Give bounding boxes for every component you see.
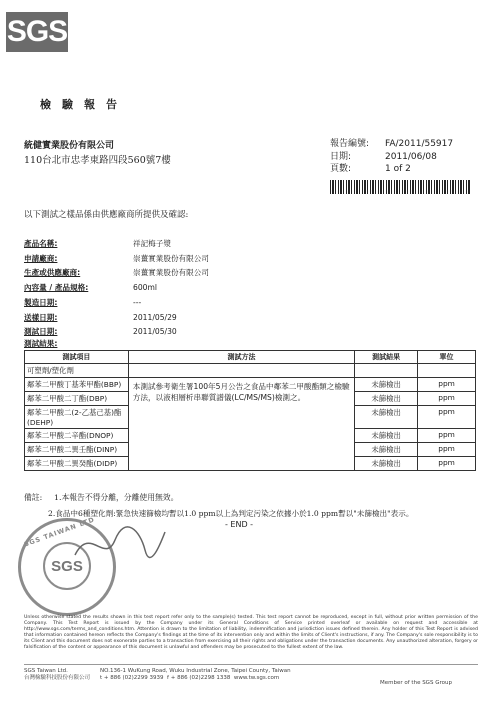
- footer-address: NO.136-1 WuKung Road, Wuku Industrial Zone, Taipei County, Taiwan: [100, 668, 291, 674]
- table-header-row: [25, 351, 476, 364]
- col-header: 測試項目: [25, 351, 129, 364]
- test-unit: ppm: [418, 406, 476, 429]
- sample-value: 2011/05/29: [133, 312, 177, 322]
- note-label: 備註:: [24, 493, 43, 502]
- results-heading: 測試結果:: [24, 339, 58, 348]
- footer-contact: [100, 668, 291, 682]
- footer-company-en: SGS Taiwan Ltd.: [24, 668, 68, 674]
- test-result: 未篩檢出: [355, 429, 418, 443]
- report-no-label: 報告編號:: [330, 139, 370, 149]
- test-item: 鄰苯二甲酸二(2-乙基己基)酯(DEHP): [25, 406, 129, 429]
- report-info: [330, 138, 453, 176]
- test-unit: ppm: [418, 429, 476, 443]
- intro-text: 以下測試之樣品係由供應廠商所提供及確認:: [24, 210, 189, 220]
- test-result: 未篩檢出: [355, 378, 418, 392]
- sample-value: 2011/05/30: [133, 327, 177, 337]
- group-label: 可塑劑/塑化劑: [25, 364, 129, 378]
- report-date: 2011/06/08: [385, 151, 437, 162]
- sample-label: 生產或供應廠商:: [24, 268, 81, 278]
- footer-fax: f + 886 (02)2298 1338: [167, 675, 231, 681]
- col-header: 測試方法: [128, 351, 354, 364]
- seal-logo: SGS: [43, 542, 91, 590]
- seal-text: SGS TAIWAN LTD: [22, 515, 96, 549]
- note-1: 1.本報告不得分離，分離使用無效。: [54, 493, 179, 502]
- footer-phone: t + 886 (02)2299 3939: [100, 675, 164, 681]
- test-result: 未篩檢出: [355, 406, 418, 429]
- sample-value: 祥記梅子漿: [133, 239, 171, 248]
- sample-value: ---: [133, 297, 142, 307]
- sample-label: 送樣日期:: [24, 312, 58, 322]
- footer-member: Member of the SGS Group: [380, 680, 452, 686]
- barcode: [330, 180, 470, 194]
- sample-label: 測試日期:: [24, 327, 58, 337]
- report-page: 1 of 2: [385, 164, 411, 174]
- test-unit: ppm: [418, 443, 476, 457]
- test-unit: ppm: [418, 392, 476, 406]
- sample-label: 內容量 / 產品規格:: [24, 283, 89, 293]
- results-table: [24, 350, 476, 471]
- test-unit: ppm: [418, 378, 476, 392]
- test-method: 本測試參考衛生署100年5月公告之食品中鄰苯二甲酸酯類之檢驗方法，以液相層析串聯質譜儀(LC/MS/MS)檢測之。: [128, 378, 354, 471]
- note-2: 2.食品中6種塑化劑:緊急快速篩檢均暫以1.0 ppm以上為判定污染之依據小於1.0 ppm暫以"未篩檢出"表示。: [48, 509, 414, 518]
- company-address: 110台北市忠孝東路四段560號7樓: [24, 155, 171, 166]
- test-result: 未篩檢出: [355, 392, 418, 406]
- company-name: 統健實業股份有限公司: [24, 141, 115, 151]
- footer-company: [24, 668, 90, 682]
- sample-value: 崇薑實業股份有限公司: [133, 253, 209, 263]
- test-item: 鄰苯二甲酸二辛酯(DNOP): [25, 429, 129, 443]
- test-item: 鄰苯二甲酸二異壬酯(DINP): [25, 443, 129, 457]
- test-unit: ppm: [418, 457, 476, 471]
- report-no: FA/2011/55917: [385, 139, 454, 149]
- signature: [70, 520, 170, 570]
- test-item: 鄰苯二甲酸二丁酯(DBP): [25, 392, 129, 406]
- report-page-label: 頁數:: [330, 164, 352, 174]
- col-header: 單位: [418, 351, 476, 364]
- test-result: 未篩檢出: [355, 443, 418, 457]
- end-marker: - END -: [225, 520, 254, 529]
- sgs-logo: SGS: [6, 12, 68, 52]
- col-header: 測試結果: [355, 351, 418, 364]
- table-row: [25, 378, 476, 392]
- sample-value: 600ml: [133, 283, 158, 293]
- footer-url[interactable]: www.tw.sgs.com: [233, 675, 280, 681]
- sample-label: 申請廠商:: [24, 253, 58, 263]
- sample-value: 崇薑實業股份有限公司: [133, 268, 209, 278]
- report-date-label: 日期:: [330, 151, 352, 162]
- test-result: 未篩檢出: [355, 457, 418, 471]
- footer-company-zh: 台灣檢驗科技股份有限公司: [24, 675, 91, 681]
- sample-label: 產品名稱:: [24, 239, 58, 248]
- report-title: 檢驗報告: [40, 98, 128, 111]
- test-item: 鄰苯二甲酸丁基苯甲酯(BBP): [25, 378, 129, 392]
- table-group-row: [25, 364, 476, 378]
- sample-info: [24, 237, 209, 340]
- test-item: 鄰苯二甲酸二異癸酯(DIDP): [25, 457, 129, 471]
- disclaimer: Unless otherwise stated the results shown in this test report refer only to the sample(s) tested. This test report cannot be reproduced, except in full, without prior written permission of the Company. This Test Report is issued by the Company under its General Conditions of Service printed overleaf or available on request and accessible at http://www.sgs.com/terms_and_conditions.htm. Attention is drawn to the limitation of liability, indemnification and jurisdiction issues defined therein. Any holder of this Test Report is advised that information contained hereon reflects the Company's findings at the time of its intervention only and within the limits of Client's instructions, if any. The Company's sole responsibility is to its Client and this document does not exonerate parties to a transaction from exercising all their rights and obligations under the transaction documents. Any unauthorized alteration, forgery or falsification of the content or appearance of this document is unlawful and offenders may be prosecuted to the fullest extent of the law.: [24, 615, 478, 650]
- sample-label: 製造日期:: [24, 297, 58, 307]
- footer-divider: [24, 664, 478, 665]
